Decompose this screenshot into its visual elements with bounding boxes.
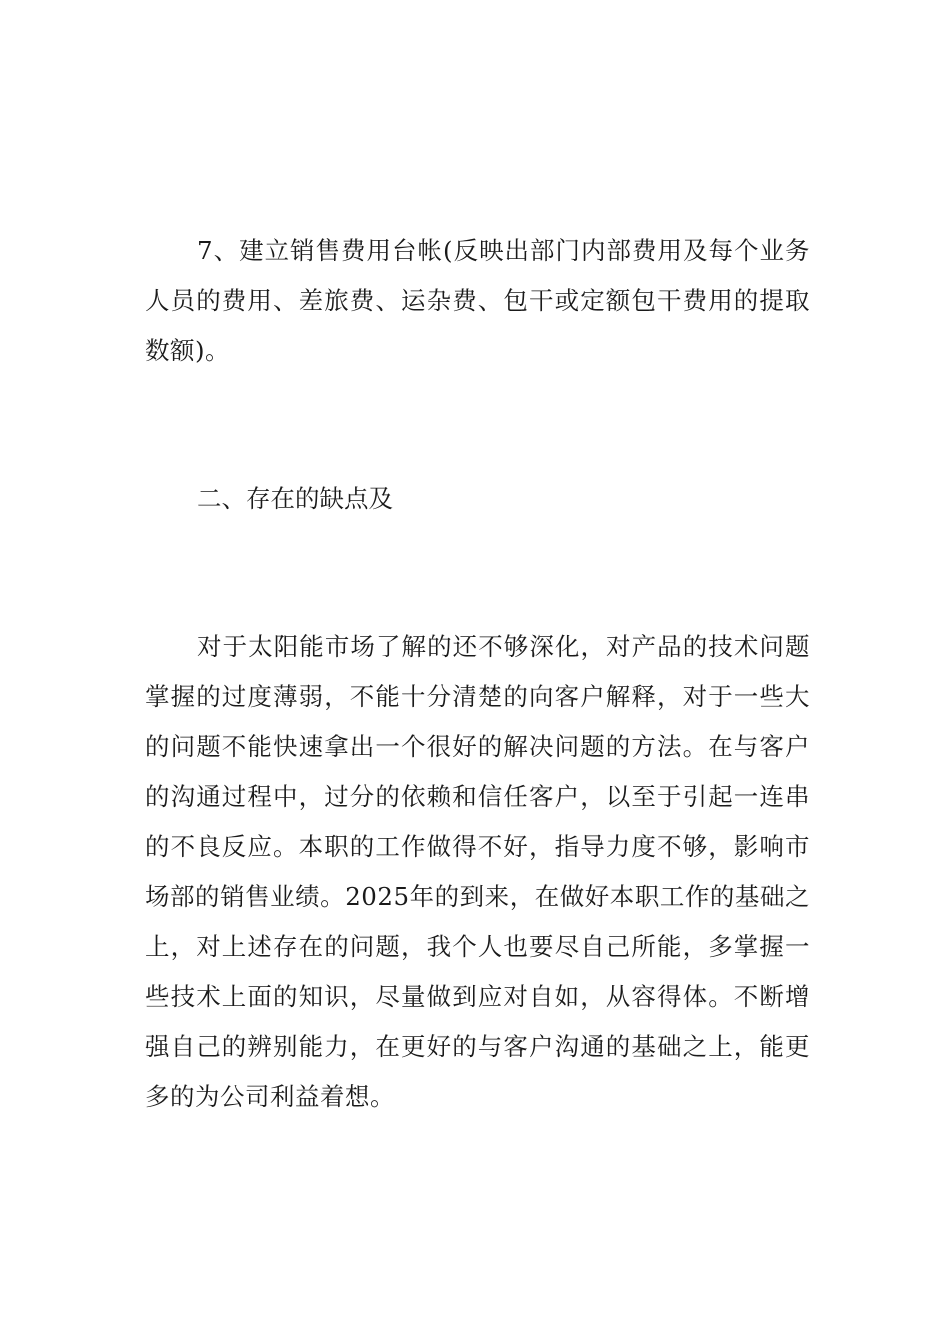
paragraph-expense-ledger: 7、建立销售费用台帐(反映出部门内部费用及每个业务人员的费用、差旅费、运杂费、包干或定额包干费用的提取数额)。 <box>145 236 810 365</box>
section-heading-shortcomings: 二、存在的缺点及 <box>197 484 393 513</box>
paragraph-shortcomings: 对于太阳能市场了解的还不够深化，对产品的技术问题掌握的过度薄弱，不能十分清楚的向客户解释，对于一些大的问题不能快速拿出一个很好的解决问题的方法。在与客户的沟通过程中，过分的依赖和信任客户，以至于引起一连串的不良反应。本职的工作做得不好，指导力度不够，影响市场部的销售业绩。2025年的到来，在做好本职工作的基础之上，对上述存在的问题，我个人也要尽自己所能，多掌握一些技术上面的知识，尽量做到应对自如，从容得体。不断增强自己的辨别能力，在更好的与客户沟通的基础之上，能更多的为公司利益着想。 <box>145 632 810 1111</box>
